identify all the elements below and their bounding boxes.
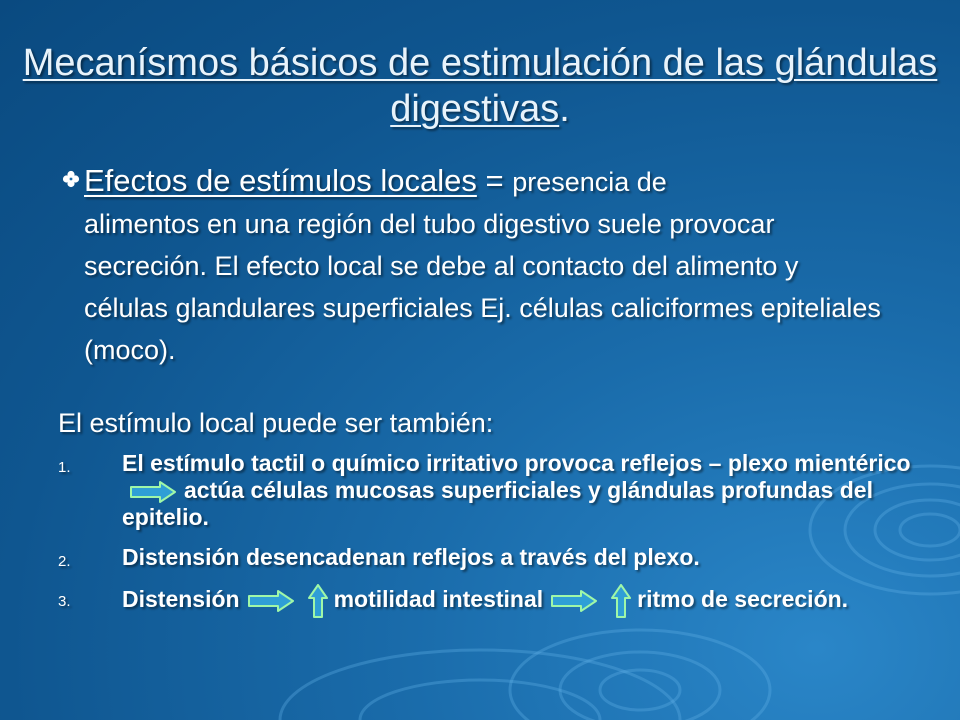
bullet-block [84, 160, 884, 371]
right-arrow-icon [248, 590, 294, 612]
up-arrow-icon [611, 584, 631, 618]
list-number: 2. [58, 553, 71, 570]
bullet-text [84, 160, 884, 371]
numbered-list [58, 450, 918, 631]
slide-title-end: . [559, 88, 570, 130]
list-item: 3. Distensión motilidad intestinal ritmo de secreción. [58, 584, 918, 618]
list-number: 3. [58, 593, 71, 610]
bullet-heading: Efectos de estímulos locales = [84, 163, 513, 198]
list-item: 1. El estímulo tactil o químico irritativo provoca reflejos – plexo mientéricoactúa células mucosas superficiales y glándulas profundas del epitelio. [58, 450, 911, 530]
list-number: 1. [58, 459, 71, 476]
slide-title-underlined: Mecanísmos básicos de estimulación de las glándulas digestivas [22, 42, 938, 130]
bullet-body: alimentos en una región del tubo digestivo suele provocar secreción. El efecto local se debe al contacto del alimento y células glandulares superficiales Ej. células caliciformes epiteliales (moco). [84, 209, 881, 365]
list-item: 2. Distensión desencadenan reflejos a través del plexo. [58, 544, 918, 571]
up-arrow-icon [308, 584, 328, 618]
right-arrow-icon [551, 590, 597, 612]
subheading: El estímulo local puede ser también: [58, 408, 494, 438]
slide-title [0, 40, 960, 132]
diamond-bullet-icon [62, 170, 80, 188]
bullet-lead: presencia de [512, 167, 667, 197]
right-arrow-icon [130, 481, 176, 503]
